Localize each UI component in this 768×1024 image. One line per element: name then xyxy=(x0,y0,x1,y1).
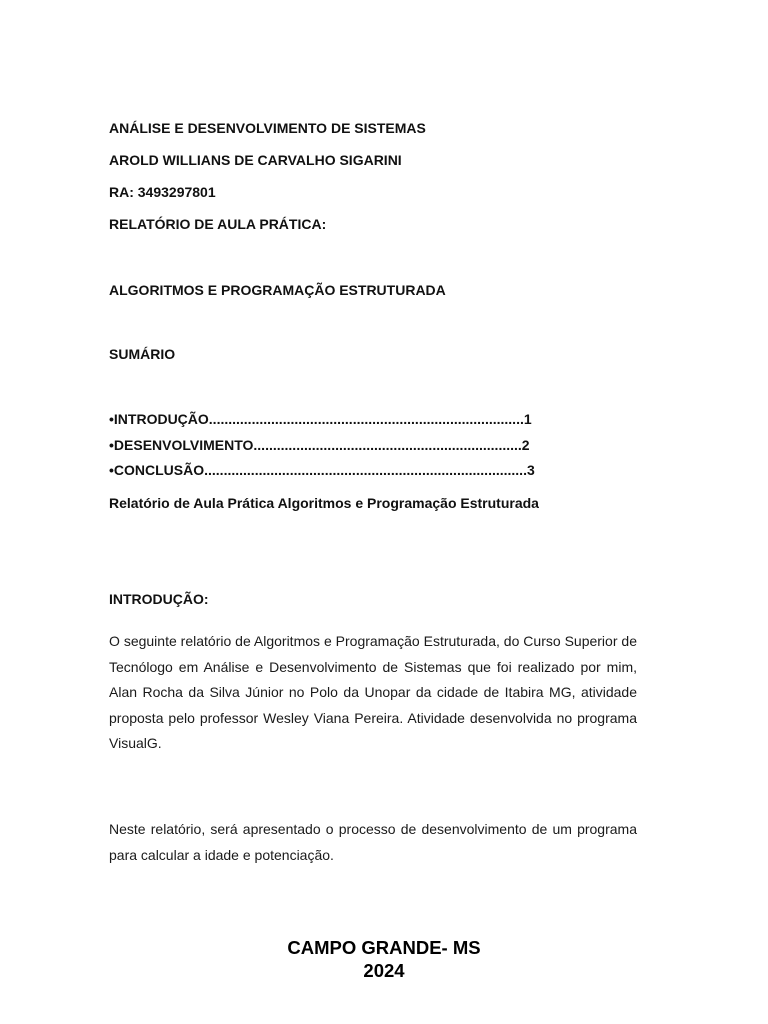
introduction-paragraph-2: Neste relatório, será apresentado o processo de desenvolvimento de um programa para calcular a idade e potenciação. xyxy=(109,821,637,863)
student-ra: RA: 3493297801 xyxy=(109,184,216,200)
toc-item-conclusion: •CONCLUSÃO...................................................................................3 xyxy=(109,462,535,478)
toc-item-development: •DESENVOLVIMENTO.....................................................................2 xyxy=(109,437,530,453)
introduction-heading: INTRODUÇÃO: xyxy=(109,591,209,607)
student-name: AROLD WILLIANS DE CARVALHO SIGARINI xyxy=(109,152,402,168)
footer-year: 2024 xyxy=(363,960,405,981)
toc-item-introduction: •INTRODUÇÃO.................................................................................1 xyxy=(109,411,532,427)
subject-title: ALGORITMOS E PROGRAMAÇÃO ESTRUTURADA xyxy=(109,282,446,298)
course-name: ANÁLISE E DESENVOLVIMENTO DE SISTEMAS xyxy=(109,120,426,136)
summary-title: SUMÁRIO xyxy=(109,346,176,362)
footer-city: CAMPO GRANDE- MS xyxy=(287,937,481,958)
report-title: Relatório de Aula Prática Algoritmos e Programação Estruturada xyxy=(109,495,539,511)
report-label: RELATÓRIO DE AULA PRÁTICA: xyxy=(109,216,327,232)
introduction-paragraph-1: O seguinte relatório de Algoritmos e Programação Estruturada, do Curso Superior de Tecnólogo em Análise e Desenvolvimento de Sistemas que foi realizado por mim, Alan Rocha da Silva Júnior no Polo da Unopar da cidade de Itabira MG, atividade proposta pelo professor Wesley Viana Pereira. Atividade desenvolvida no programa VisualG. xyxy=(109,633,637,752)
